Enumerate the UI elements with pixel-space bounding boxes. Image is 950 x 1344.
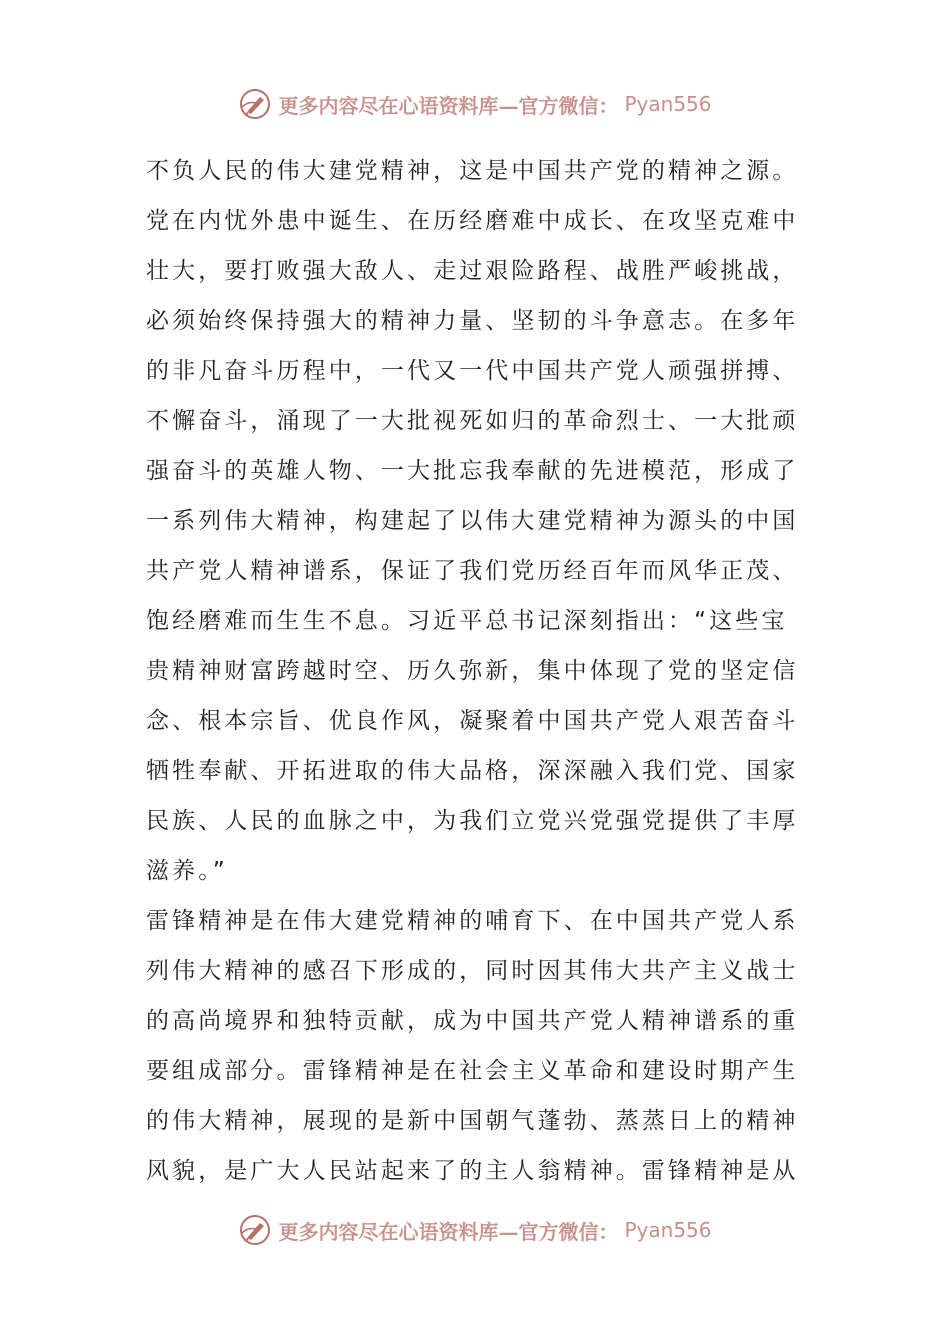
text-line: 贵精神财富跨越时空、历久弥新，集中体现了党的坚定信	[146, 658, 799, 684]
text-line: 强奋斗的英雄人物、一大批忘我奉献的先进模范，形成了	[146, 458, 799, 484]
header-banner	[0, 84, 950, 124]
text-line: 必须始终保持强大的精神力量、坚韧的斗争意志。在多年	[146, 308, 799, 334]
text-line: 风貌，是广大人民站起来了的主人翁精神。雷锋精神是从	[146, 1158, 799, 1184]
wechat-handle: Pyan556	[624, 1218, 712, 1242]
text-line: 民族、人民的血脉之中，为我们立党兴党强党提供了丰厚	[146, 808, 799, 834]
text-line: 饱经磨难而生生不息。习近平总书记深刻指出：“这些宝	[146, 608, 788, 634]
pen-nib-icon	[238, 87, 272, 121]
text-line: 雷锋精神是在伟大建党精神的哺育下、在中国共产党人系	[146, 908, 799, 934]
text-line: 不懈奋斗，涌现了一大批视死如归的革命烈士、一大批顽	[146, 408, 799, 434]
text-line: 壮大，要打败强大敌人、走过艰险路程、战胜严峻挑战，	[146, 258, 799, 284]
text-line: 不负人民的伟大建党精神，这是中国共产党的精神之源。	[146, 158, 799, 184]
banner-text: 更多内容尽在心语资料库—官方微信：	[278, 1219, 619, 1244]
text-line: 列伟大精神的感召下形成的，同时因其伟大共产主义战士	[146, 958, 799, 984]
text-line: 牺牲奉献、开拓进取的伟大品格，深深融入我们党、国家	[146, 758, 799, 784]
text-line: 念、根本宗旨、优良作风，凝聚着中国共产党人艰苦奋斗	[146, 708, 799, 734]
text-line: 的高尚境界和独特贡献，成为中国共产党人精神谱系的重	[146, 1008, 799, 1034]
document-body	[146, 146, 806, 1196]
text-line: 的非凡奋斗历程中，一代又一代中国共产党人顽强拼搏、	[146, 358, 799, 384]
banner-text: 更多内容尽在心语资料库—官方微信：	[278, 93, 619, 118]
wechat-handle: Pyan556	[624, 92, 712, 116]
text-line: 共产党人精神谱系，保证了我们党历经百年而风华正茂、	[146, 558, 799, 584]
text-line: 滋养。”	[146, 858, 228, 884]
footer-banner	[0, 1210, 950, 1250]
text-line: 一系列伟大精神，构建起了以伟大建党精神为源头的中国	[146, 508, 799, 534]
text-line: 党在内忧外患中诞生、在历经磨难中成长、在攻坚克难中	[146, 208, 799, 234]
text-line: 要组成部分。雷锋精神是在社会主义革命和建设时期产生	[146, 1058, 799, 1084]
pen-nib-icon	[238, 1213, 272, 1247]
text-line: 的伟大精神，展现的是新中国朝气蓬勃、蒸蒸日上的精神	[146, 1108, 799, 1134]
